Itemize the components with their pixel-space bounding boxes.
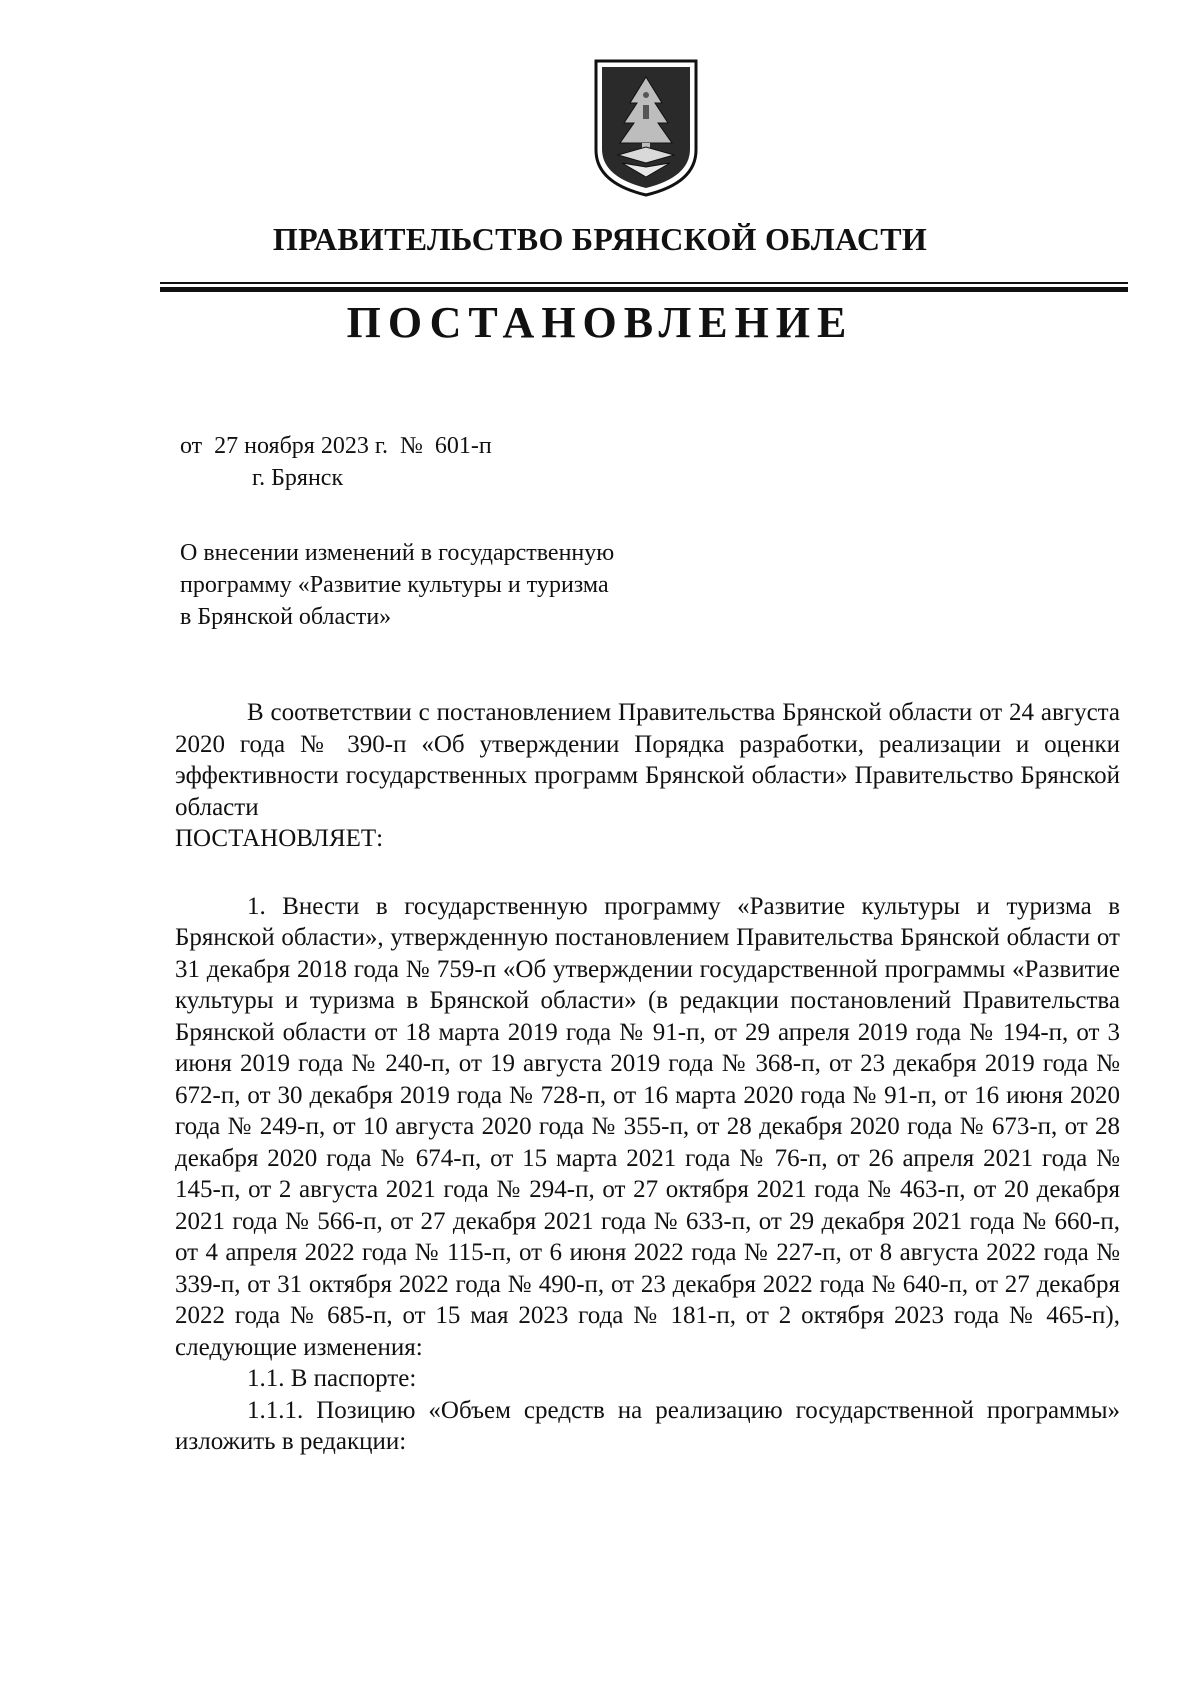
- decree-title: ПОСТАНОВЛЕНИЕ: [346, 298, 854, 347]
- subject-line: в Брянской области»: [180, 604, 392, 630]
- preamble-paragraph: В соответствии с постановлением Правительства Брянской области от 24 августа 2020 года № 390-п «Об утверждении Порядка разработки, реализации и оценки эффективности государственных программ Брянской области» Правительство Брянской области: [175, 699, 1120, 821]
- government-name: ПРАВИТЕЛЬСТВО БРЯНСКОЙ ОБЛАСТИ: [272, 221, 928, 257]
- decree-city: г. Брянск: [252, 465, 344, 491]
- item-1-1-paragraph: 1.1. В паспорте:: [247, 1365, 417, 1392]
- resolve-word: ПОСТАНОВЛЯЕТ:: [175, 825, 384, 852]
- decree-subject: [180, 537, 740, 633]
- subject-line: программу «Развитие культуры и туризма: [180, 572, 609, 598]
- decree-date-number: от 27 ноября 2023 г. № 601-п: [180, 433, 492, 459]
- coat-of-arms-icon: [590, 55, 702, 200]
- header-rule-thick: [160, 287, 1128, 292]
- item-1-paragraph: 1. Внести в государственную программу «Развитие культуры и туризма в Брянской области», утвержденную постановлением Правительства Брянской области от 31 декабря 2018 года № 759-п «Об утверждении государственной программы «Развитие культуры и туризма в Брянской области» (в редакции постановлений Правительства Брянской области от 18 марта 2019 года № 91-п, от 29 апреля 2019 года № 194-п, от 3 июня 2019 года № 240-п, от 19 августа 2019 года № 368-п, от 23 декабря 2019 года № 672-п, от 30 декабря 2019 года № 728-п, от 16 марта 2020 года № 91-п, от 16 июня 2020 года № 249-п, от 10 августа 2020 года № 355-п, от 28 декабря 2020 года № 673-п, от 28 декабря 2020 года № 674-п, от 15 марта 2021 года № 76-п, от 26 апреля 2021 года № 145-п, от 2 августа 2021 года № 294-п, от 27 октября 2021 года № 463-п, от 20 декабря 2021 года № 566-п, от 27 декабря 2021 года № 633-п, от 29 декабря 2021 года № 660-п, от 4 апреля 2022 года № 115-п, от 6 июня 2022 года № 227-п, от 8 августа 2022 года № 339-п, от 31 октября 2022 года № 490-п, от 23 декабря 2022 года № 640-п, от 27 декабря 2022 года № 685-п, от 15 мая 2023 года № 181-п, от 2 октября 2023 года № 465-п), следующие изменения:: [175, 892, 1120, 1361]
- header-rule-thin: [160, 282, 1128, 284]
- decree-meta: [180, 430, 492, 494]
- decree-body: [175, 697, 1120, 1458]
- item-1-1-1-paragraph: 1.1.1. Позицию «Объем средств на реализацию государственной программы» изложить в редакции:: [175, 1396, 1120, 1455]
- subject-line: О внесении изменений в государственную: [180, 540, 615, 566]
